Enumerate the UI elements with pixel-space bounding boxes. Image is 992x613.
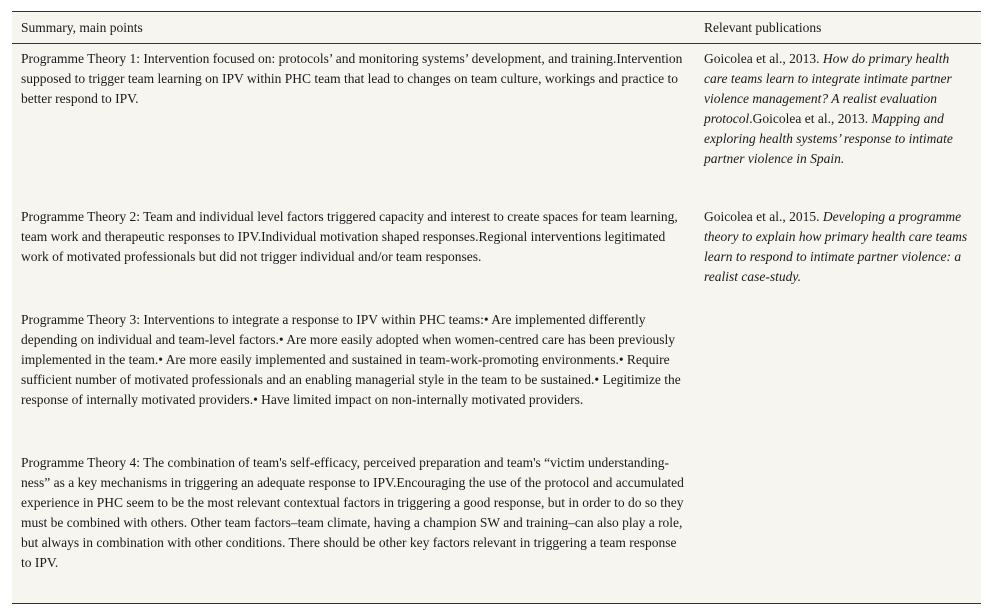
summary-table (12, 12, 981, 595)
publication-cell (695, 309, 981, 452)
header-row (12, 12, 981, 44)
table-row (12, 309, 981, 452)
header-publications: Relevant publications (695, 12, 981, 44)
citation-title: Mapping and exploring health systems’ response to intimate partner violence in Spain. (704, 111, 953, 166)
table-row (12, 206, 981, 309)
citation-text: Goicolea et al., 2015. (704, 209, 823, 224)
publication-cell (695, 206, 981, 309)
citation-title: Developing a programme theory to explain how primary health care teams learn to respond to intimate partner violence: a realist case-study. (704, 209, 968, 284)
summary-cell: Programme Theory 1: Intervention focused on: protocols’ and monitoring systems’ development, and training.Intervention supposed to trigger team learning on IPV within PHC team that lead to changes on team culture, workings and practice to better respond to IPV. (21, 51, 683, 106)
citation-text: Goicolea et al., 2013. (704, 51, 823, 66)
summary-cell: Programme Theory 2: Team and individual level factors triggered capacity and interest to create spaces for team learning, team work and therapeutic responses to IPV.Individual motivation shaped responses.Regional interventions legitimated work of motivated professionals but did not trigger individual and/or team responses. (21, 209, 678, 264)
header-summary: Summary, main points (12, 12, 695, 44)
programme-theory-table (12, 11, 981, 604)
summary-cell: Programme Theory 4: The combination of team's self-efficacy, perceived preparation and team's “victim understanding-ness” as a key mechanisms in triggering an adequate response to IPV.Encouraging the use of the protocol and accumulated experience in PHC seem to be the most relevant contextual factors in triggering a good response, but in order to do so they must be combined with others. Other team factors–team climate, having a champion SW and training–can also play a role, but always in combination with other conditions. There should be other key factors relevant in triggering a team response to IPV. (21, 455, 684, 570)
citation-text: .Goicolea et al., 2013. (749, 111, 872, 126)
publication-cell (695, 452, 981, 595)
table-row (12, 452, 981, 595)
publication-cell (695, 44, 981, 207)
citation-title: How do primary health care teams learn to integrate intimate partner violence management? A realist evaluation protocol (704, 51, 952, 126)
summary-cell: Programme Theory 3: Interventions to integrate a response to IPV within PHC teams:• Are implemented differently depending on individual and team-level factors.• Are more easily adopted when women-centred care has been previously implemented in the team.• Are more easily implemented and sustained in team-work-promoting environments.• Require sufficient number of motivated professionals and an enabling managerial style in the team to be sustained.• Legitimize the response of internally motivated providers.• Have limited impact on non-internally motivated providers. (21, 312, 681, 407)
table-row (12, 44, 981, 207)
